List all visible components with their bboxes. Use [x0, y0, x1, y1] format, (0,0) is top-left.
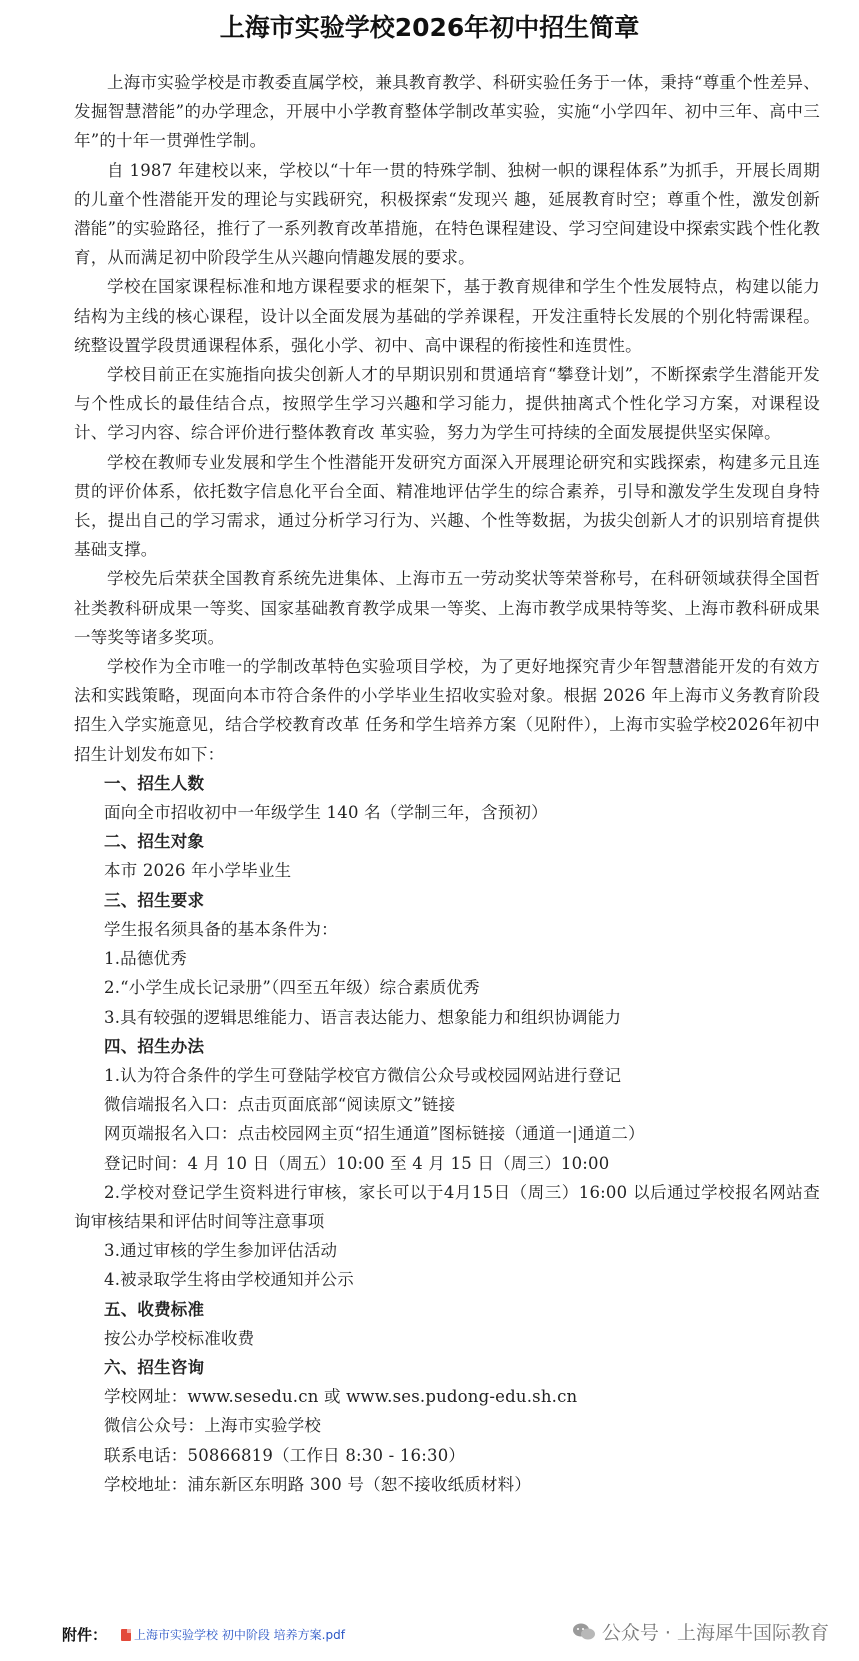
section-heading-fees: 五、收费标准 — [104, 1299, 205, 1319]
intro-paragraph: 上海市实验学校是市教委直属学校，兼具教育教学、科研实验任务于一体，秉持“尊重个性差异、发掘智慧潜能”的办学理念，开展中小学教育整体学制改革实验，实施“小学四年、初中三年、高中三年”的十年一贯弹性学制。 — [74, 73, 820, 151]
contact-wechat: 微信公众号：上海市实验学校 — [104, 1416, 322, 1436]
intro-paragraph: 学校先后荣获全国教育系统先进集体、上海市五一劳动奖状等荣誉称号，在科研领域获得全国哲社类教科研成果一等奖、国家基础教育教学成果一等奖、上海市教学成果特等奖、上海市教科研成果一等奖等诸多奖项。 — [74, 569, 820, 647]
section-heading-requirements: 三、招生要求 — [104, 890, 205, 910]
section-line: 网页端报名入口：点击校园网主页“招生通道”图标链接（通道一|通道二） — [104, 1124, 645, 1144]
section-line: 本市 2026 年小学毕业生 — [104, 861, 292, 881]
section-heading-contact: 六、招生咨询 — [104, 1357, 205, 1377]
intro-paragraph: 学校作为全市唯一的学制改革特色实验项目学校，为了更好地探究青少年智慧潜能开发的有效方法和实践策略，现面向本市符合条件的小学毕业生招收实验对象。根据 2026 年上海市义务教育阶段招生入学实施意见，结合学校教育改革 任务和学生培养方案（见附件），上海市实验学校2026年初中招生计划发布如下： — [74, 657, 820, 764]
section-line: 微信端报名入口：点击页面底部“阅读原文”链接 — [104, 1095, 456, 1115]
intro-paragraph: 学校在教师专业发展和学生个性潜能开发研究方面深入开展理论研究和实践探索，构建多元且连贯的评价体系，依托数字信息化平台全面、精准地评估学生的综合素养，引导和激发学生发现自身特长，提出自己的学习需求，通过分析学习行为、兴趣、个性等数据，为拔尖创新人才的识别培育提供基础支撑。 — [74, 452, 820, 560]
section-heading-quota: 一、招生人数 — [104, 773, 205, 793]
attachment — [62, 1624, 345, 1645]
section-line: 学生报名须具备的基本条件为： — [104, 919, 338, 939]
wechat-icon — [572, 1622, 596, 1642]
attachment-link[interactable]: 上海市实验学校 初中阶段 培养方案.pdf — [134, 1628, 345, 1642]
intro-paragraph: 学校目前正在实施指向拔尖创新人才的早期识别和贯通培育“攀登计划”，不断探索学生潜能开发与个性成长的最佳结合点，按照学生学习兴趣和学习能力，提供抽离式个性化学习方案，对课程设计、学习内容、综合评价进行整体教育改 革实验，努力为学生可持续的全面发展提供坚实保障。 — [74, 365, 820, 443]
contact-phone: 联系电话：50866819（工作日 8:30 - 16:30） — [104, 1445, 466, 1465]
section-line: 登记时间：4 月 10 日（周五）10:00 至 4 月 15 日（周三）10:00 — [104, 1153, 610, 1173]
watermark-text: 公众号 · 上海犀牛国际教育 — [601, 1622, 829, 1644]
intro-paragraph: 自 1987 年建校以来，学校以“十年一贯的特殊学制、独树一帜的课程体系”为抓手，开展长周期的儿童个性潜能开发的理论与实践研究，积极探索“发现兴 趣，延展教育时空；尊重个性，激发创新潜能”的实验路径，推行了一系列教育改革措施，在特色课程建设、学习空间建设中探索实践个性化教育，从而满足初中阶段学生从兴趣向情趣发展的要求。 — [74, 160, 820, 268]
contact-address: 学校地址：浦东新区东明路 300 号（恕不接收纸质材料） — [104, 1474, 532, 1494]
contact-website: 学校网址：www.sesedu.cn 或 www.ses.pudong-edu.sh.cn — [104, 1387, 578, 1407]
section-line: 按公办学校标准收费 — [104, 1328, 255, 1348]
section-line: 1.品德优秀 — [104, 949, 187, 969]
section-heading-target: 二、招生对象 — [104, 832, 205, 852]
intro-paragraph: 学校在国家课程标准和地方课程要求的框架下，基于教育规律和学生个性发展特点，构建以能力结构为主线的核心课程，设计以全面发展为基础的学养课程，开发注重特长发展的个别化特需课程。统整设置学段贯通课程体系，强化小学、初中、高中课程的衔接性和连贯性。 — [74, 277, 820, 355]
section-line: 2.“小学生成长记录册”（四至五年级）综合素质优秀 — [104, 978, 480, 998]
section-heading-method: 四、招生办法 — [104, 1036, 205, 1056]
watermark — [572, 1618, 829, 1645]
section-line: 3.具有较强的逻辑思维能力、语言表达能力、想象能力和组织协调能力 — [104, 1007, 622, 1027]
section-line: 1.认为符合条件的学生可登陆学校官方微信公众号或校园网站进行登记 — [104, 1065, 622, 1085]
attachment-label: 附件： — [62, 1626, 108, 1644]
section-line: 面向全市招收初中一年级学生 140 名（学制三年，含预初） — [104, 803, 548, 823]
section-wrap-line: 2.学校对登记学生资料进行审核，家长可以于4月15日（周三）16:00 以后通过学校报名网站查询审核结果和评估时间等注意事项 — [74, 1182, 820, 1231]
page-title: 上海市实验学校2026年初中招生简章 — [219, 13, 640, 42]
section-line: 3.通过审核的学生参加评估活动 — [104, 1241, 338, 1261]
pdf-icon — [121, 1629, 131, 1641]
document-body — [74, 68, 820, 1499]
section-line: 4.被录取学生将由学校通知并公示 — [104, 1270, 354, 1290]
